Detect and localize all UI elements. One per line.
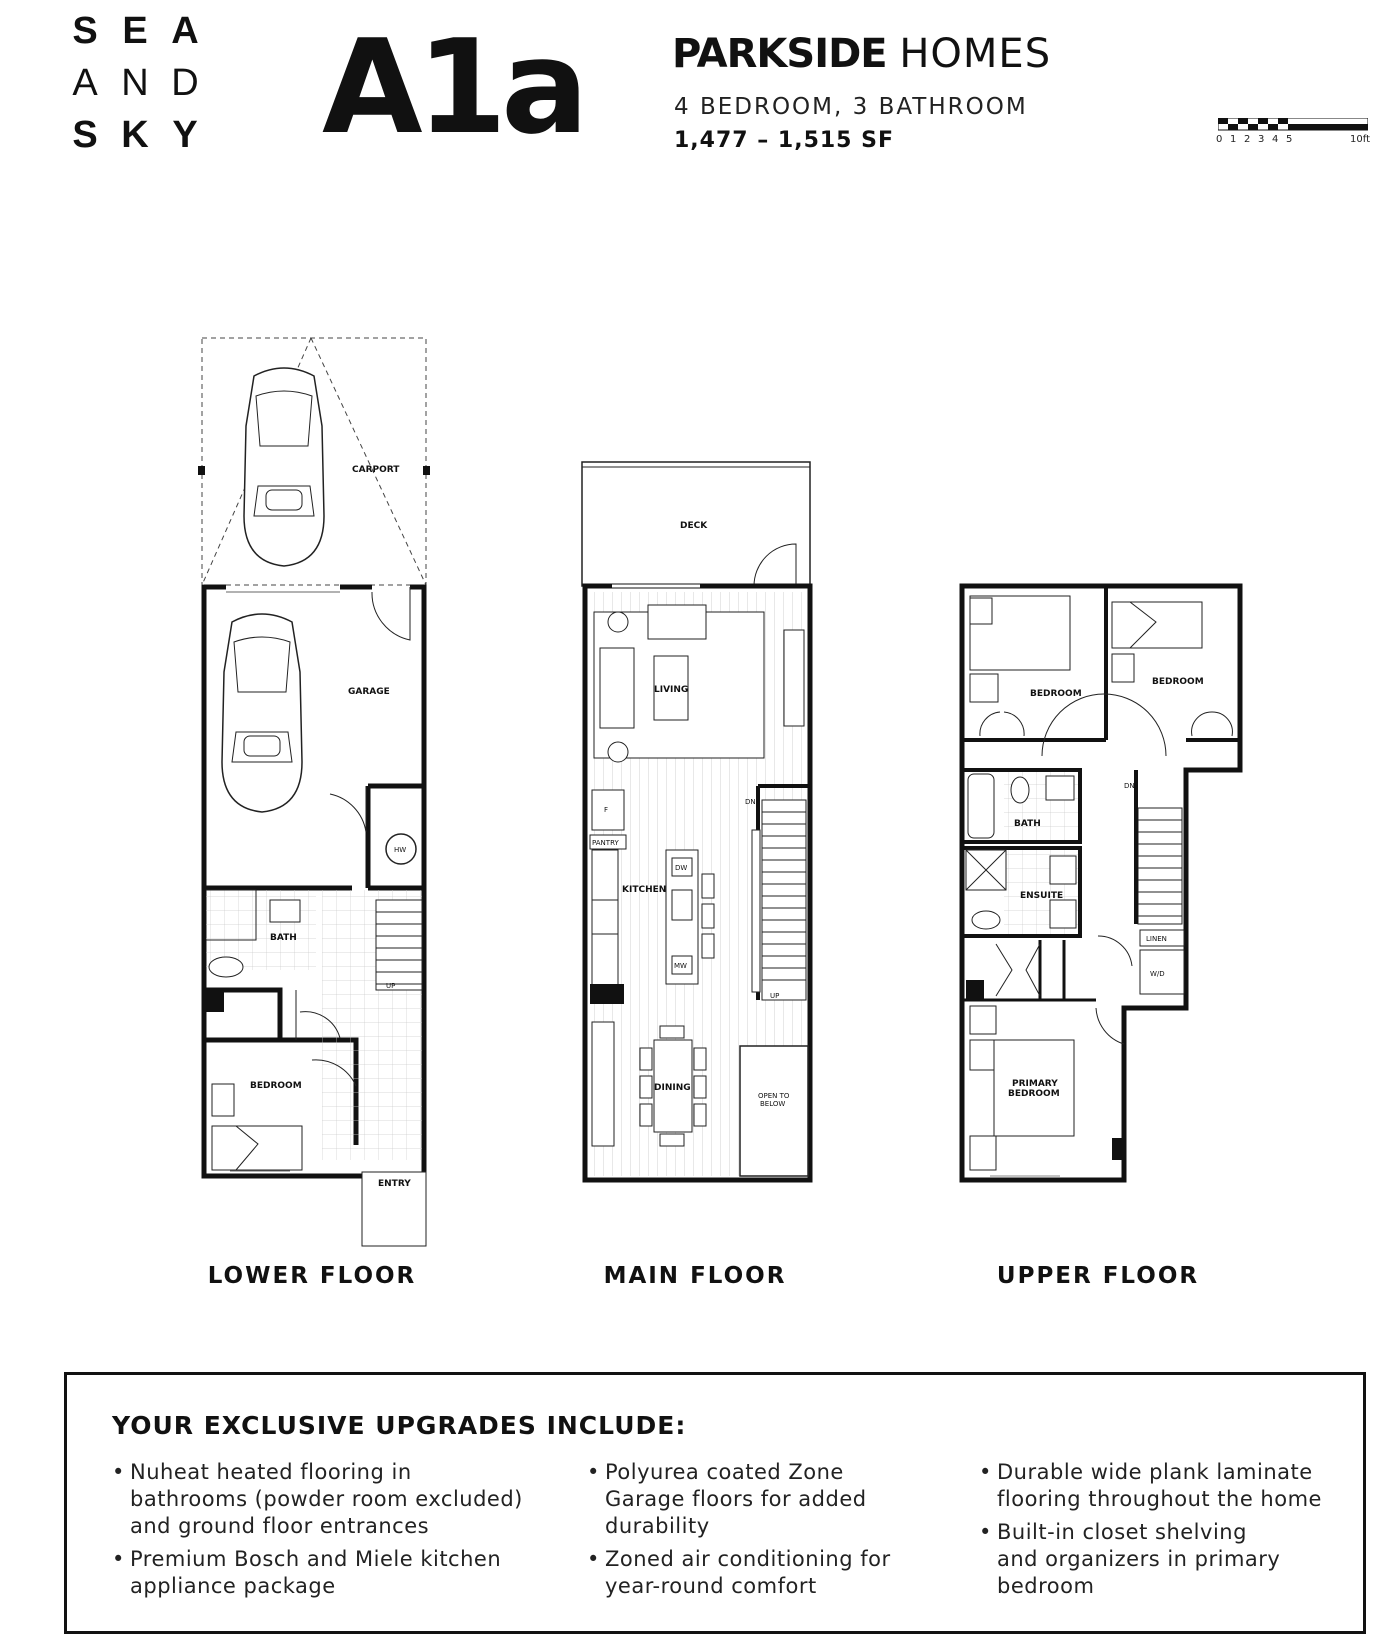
- upgrade-item: [112, 1546, 532, 1600]
- room-label-dining: DINING: [654, 1083, 691, 1093]
- sofa-icon: [648, 605, 706, 639]
- dresser-icon: [970, 1006, 996, 1034]
- room-label-primary-bedroom: BEDROOM: [1008, 1089, 1060, 1099]
- chair-icon: [694, 1048, 706, 1070]
- room-label-deck: DECK: [680, 521, 708, 531]
- open-to-below-area: [740, 1046, 808, 1176]
- sink-icon: [270, 900, 300, 922]
- carport-diagonal: [311, 338, 426, 585]
- toilet-icon: [209, 957, 243, 977]
- lamp-icon: [608, 612, 628, 632]
- upgrade-line: • Polyurea coated Zone: [605, 1460, 844, 1484]
- logo-letter: A: [72, 62, 98, 104]
- car-icon: [244, 368, 324, 566]
- upgrade-line: Garage floors for added: [605, 1487, 867, 1511]
- logo-letter: K: [121, 114, 149, 156]
- stairs-icon: [376, 900, 422, 990]
- media-console-icon: [784, 630, 804, 726]
- upgrades-column-2: [587, 1459, 947, 1606]
- upgrades-box: [64, 1372, 1366, 1634]
- upgrade-item: [979, 1519, 1349, 1600]
- bed-bath-count: 4 BEDROOM, 3 BATHROOM: [674, 94, 1028, 120]
- label-dw: DW: [675, 864, 688, 872]
- stool-icon: [702, 904, 714, 928]
- label-pantry: PANTRY: [592, 839, 619, 847]
- label-below: BELOW: [760, 1100, 786, 1108]
- sink-icon: [1050, 856, 1076, 884]
- upgrades-column-1: [112, 1459, 532, 1606]
- main-floor-plan: [582, 462, 810, 1180]
- scale-end-label: 10ft: [1350, 134, 1370, 145]
- upgrade-line: • Zoned air conditioning for: [605, 1547, 891, 1571]
- nightstand-icon: [212, 1084, 234, 1116]
- upgrade-line: • Nuheat heated flooring in: [130, 1460, 412, 1484]
- cooktop-icon: [592, 900, 618, 934]
- upgrade-line: and ground floor entrances: [130, 1514, 430, 1538]
- bathtub-icon: [968, 774, 994, 838]
- upgrade-line: • Premium Bosch and Miele kitchen: [130, 1547, 502, 1571]
- label-open-to: OPEN TO: [758, 1092, 790, 1100]
- closet-door-swing: [996, 944, 1040, 996]
- upgrade-line: and organizers in primary: [997, 1547, 1281, 1571]
- lower-floor-label: LOWER FLOOR: [207, 1263, 417, 1289]
- stairs-dn-label: DN: [745, 798, 756, 806]
- nightstand-icon: [970, 1040, 996, 1070]
- scale-tick: 0: [1216, 134, 1223, 145]
- upgrade-line: • Built-in closet shelving: [997, 1520, 1247, 1544]
- nightstand-icon: [970, 598, 992, 624]
- room-label-entry: ENTRY: [378, 1179, 411, 1189]
- door-swing: [372, 587, 410, 640]
- sideboard-icon: [592, 1022, 614, 1146]
- stool-icon: [702, 934, 714, 958]
- stairs-up-label: UP: [770, 992, 780, 1000]
- toilet-icon: [1011, 777, 1029, 803]
- room-label-bedroom: BEDROOM: [250, 1081, 302, 1091]
- column: [206, 990, 224, 1012]
- logo-letter: N: [121, 62, 149, 104]
- room-label-bath: BATH: [1014, 819, 1041, 829]
- room-label-primary: PRIMARY: [1012, 1079, 1058, 1089]
- room-label-bath: BATH: [270, 933, 297, 943]
- nightstand-icon: [1112, 654, 1134, 682]
- sofa-icon: [600, 648, 634, 728]
- scale-tick: 3: [1258, 134, 1265, 145]
- room-label-living: LIVING: [654, 685, 689, 695]
- stair-rail: [752, 830, 760, 992]
- logo-letter: D: [171, 62, 199, 104]
- upgrade-line: year-round comfort: [605, 1574, 817, 1598]
- logo-letter: S: [72, 114, 98, 156]
- upgrade-line: flooring throughout the home: [997, 1487, 1322, 1511]
- main-floor-label: MAIN FLOOR: [603, 1263, 787, 1289]
- stairs-up-label: UP: [386, 982, 396, 990]
- column: [966, 980, 984, 1000]
- upgrade-item: [587, 1546, 947, 1600]
- room-label-garage: GARAGE: [348, 687, 390, 697]
- sink-icon: [1046, 776, 1074, 800]
- sink-icon: [672, 890, 692, 920]
- scale-tick: 4: [1272, 134, 1279, 145]
- chair-icon: [640, 1076, 652, 1098]
- chair-icon: [660, 1134, 684, 1146]
- upgrade-line: bathrooms (powder room excluded): [130, 1487, 523, 1511]
- chair-icon: [640, 1048, 652, 1070]
- upgrade-item: [979, 1459, 1349, 1513]
- chair-icon: [694, 1104, 706, 1126]
- upper-floor-label: UPPER FLOOR: [996, 1263, 1200, 1289]
- stairs-icon: [1138, 808, 1182, 924]
- room-label-kitchen: KITCHEN: [622, 885, 667, 895]
- label-fridge: F: [604, 806, 609, 814]
- logo-letter: Y: [172, 114, 198, 156]
- upgrade-line: bedroom: [997, 1574, 1095, 1598]
- carport-post: [423, 466, 430, 475]
- label-mw: MW: [674, 962, 687, 970]
- closet-door-swing: [1192, 712, 1233, 736]
- sink-icon: [1050, 900, 1076, 928]
- scale-tick: 5: [1286, 134, 1293, 145]
- upgrade-line: appliance package: [130, 1574, 336, 1598]
- bed-icon: [212, 1126, 302, 1170]
- scale-tick: 1: [1230, 134, 1237, 145]
- door-swing: [1096, 936, 1132, 1044]
- upgrade-line: • Durable wide plank laminate: [997, 1460, 1313, 1484]
- upgrade-line: durability: [605, 1514, 710, 1538]
- logo-letter: A: [171, 10, 199, 52]
- lower-floor-plan: [198, 338, 430, 1246]
- carport-post: [198, 466, 205, 475]
- column: [590, 984, 624, 1004]
- scale-tick: 2: [1244, 134, 1251, 145]
- room-label-carport: CARPORT: [352, 465, 400, 475]
- collection-title-bold: PARKSIDE: [672, 31, 887, 77]
- upgrade-item: [112, 1459, 532, 1540]
- room-label-bedroom-1: BEDROOM: [1030, 689, 1082, 699]
- square-footage: 1,477 – 1,515 SF: [674, 128, 895, 153]
- bed-icon: [1112, 602, 1202, 648]
- lamp-icon: [608, 742, 628, 762]
- room-label-ensuite: ENSUITE: [1020, 891, 1064, 901]
- chair-icon: [660, 1026, 684, 1038]
- label-linen: LINEN: [1146, 935, 1167, 943]
- logo-letter: S: [72, 10, 98, 52]
- dresser-icon: [970, 674, 998, 702]
- upgrade-item: [587, 1459, 947, 1540]
- logo-letter: E: [122, 10, 148, 52]
- upgrades-title: YOUR EXCLUSIVE UPGRADES INCLUDE:: [112, 1411, 687, 1440]
- room-label-bedroom-2: BEDROOM: [1152, 677, 1204, 687]
- collection-title-light: HOMES: [899, 31, 1052, 77]
- car-icon: [222, 614, 302, 812]
- stairs-icon: [762, 800, 806, 1000]
- label-hw: HW: [394, 846, 407, 854]
- upper-floor-plan: [962, 586, 1240, 1180]
- chair-icon: [640, 1104, 652, 1126]
- nightstand-icon: [970, 1136, 996, 1170]
- stool-icon: [702, 874, 714, 898]
- upgrades-column-3: [979, 1459, 1349, 1606]
- column: [1112, 1138, 1124, 1160]
- label-wd: W/D: [1150, 970, 1165, 978]
- unit-name: A1a: [322, 11, 583, 163]
- closet-door-swing: [980, 712, 1024, 736]
- stairs-dn-label: DN: [1124, 782, 1135, 790]
- chair-icon: [694, 1076, 706, 1098]
- door-swing: [330, 786, 366, 832]
- toilet-icon: [972, 911, 1000, 929]
